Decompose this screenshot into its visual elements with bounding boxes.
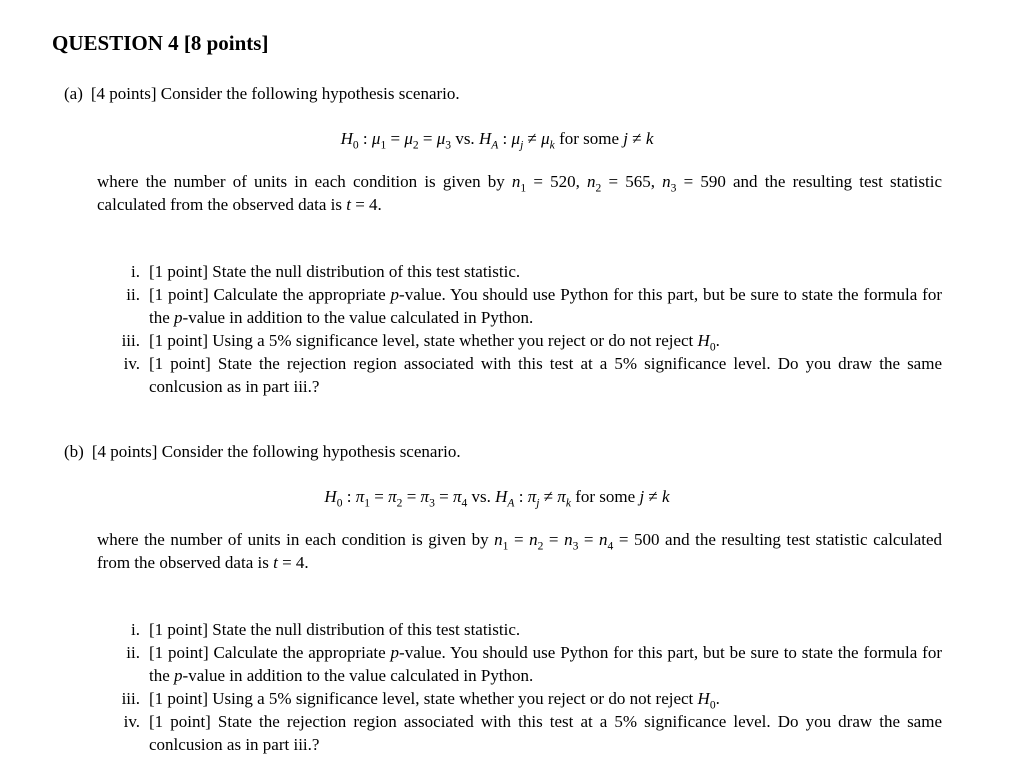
list-item	[108, 618, 942, 641]
item-text: [1 point] State the null distribution of this test statistic.	[149, 620, 521, 639]
list-item	[108, 641, 942, 687]
part-a	[52, 82, 942, 398]
item-number: iv.	[123, 712, 140, 731]
part-a-hypothesis-equation: $H_0$ : $\mu_1 = \mu_2 = \mu_3$ vs. $H_A$ : $\mu_j \ne \mu_k$ for some j ≠ k	[340, 129, 654, 152]
item-text: [1 point] Using a 5% significance level, state whether you reject or do not reject $H_0$.	[149, 331, 720, 354]
item-text: [1 point] Using a 5% significance level, state whether you reject or do not reject $H_0$.	[149, 689, 720, 712]
item-number: ii.	[126, 285, 140, 304]
part-a-item-list	[52, 260, 942, 398]
item-number: i.	[131, 620, 140, 639]
item-number: ii.	[126, 643, 140, 662]
part-b-intro: [4 points] Consider the following hypothesis scenario.	[91, 442, 461, 461]
question-title: QUESTION 4 [8 points]	[52, 31, 269, 55]
part-b-label: (b)	[64, 442, 84, 461]
list-item	[108, 687, 942, 710]
list-item	[108, 329, 942, 352]
part-b	[52, 440, 942, 756]
part-a-label: (a)	[64, 84, 83, 103]
part-b-hypothesis-equation: $H_0$ : $\pi_1 = \pi_2 = \pi_3 = \pi_4$ vs. $H_A$ : $\pi_j \ne \pi_k$ for some j ≠ k	[324, 487, 670, 510]
item-text: [1 point] Calculate the appropriate p-value. You should use Python for this part, but be sure to state the formula for the p-value in addition to the value calculated in Python.	[149, 643, 942, 685]
part-b-head	[64, 440, 942, 463]
list-item	[108, 283, 942, 329]
item-text: [1 point] Calculate the appropriate p-value. You should use Python for this part, but be sure to state the formula for the p-value in addition to the value calculated in Python.	[149, 285, 942, 327]
list-item	[108, 352, 942, 398]
item-text: [1 point] State the rejection region associated with this test at a 5% significance level. Do you draw the same conlcusion as in part iii.?	[149, 712, 942, 754]
item-text: [1 point] State the null distribution of this test statistic.	[149, 262, 521, 281]
item-text: [1 point] State the rejection region associated with this test at a 5% significance level. Do you draw the same conlcusion as in part iii.?	[149, 354, 942, 396]
item-number: iii.	[121, 689, 140, 708]
item-number: iii.	[121, 331, 140, 350]
part-a-intro: [4 points] Consider the following hypothesis scenario.	[90, 84, 460, 103]
part-a-head	[64, 82, 942, 105]
part-b-body-paragraph: where the number of units in each condition is given by $n_1 = n_2 = n_3 = n_4 = 500$ and the resulting test statistic calculated from the observed data is t = 4.	[97, 530, 943, 572]
part-a-body-paragraph: where the number of units in each condition is given by $n_1 = 520$, $n_2 = 565$, $n_3 = 590$ and the resulting test statistic calculated from the observed data is t = 4.	[97, 172, 942, 214]
item-number: iv.	[123, 354, 140, 373]
item-number: i.	[131, 262, 140, 281]
list-item	[108, 710, 942, 756]
part-b-item-list	[52, 618, 942, 756]
list-item	[108, 260, 942, 283]
